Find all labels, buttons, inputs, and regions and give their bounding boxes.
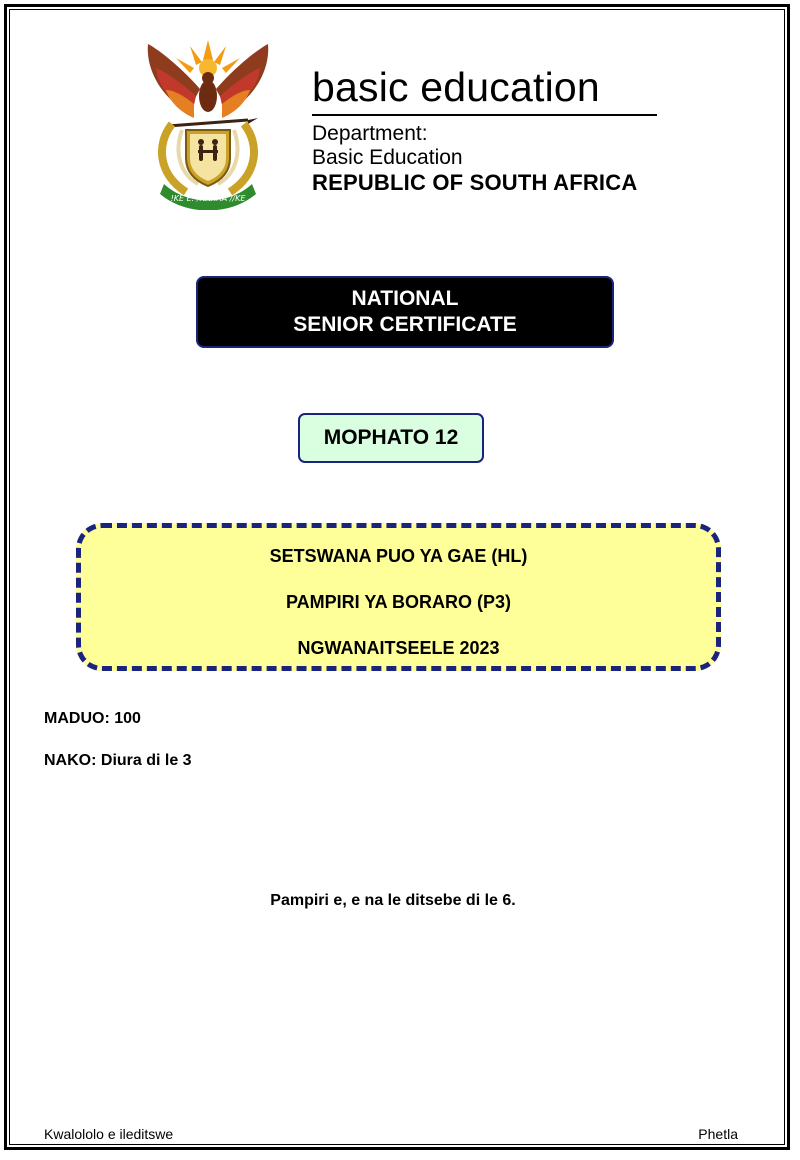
certificate-line-2: SENIOR CERTIFICATE xyxy=(293,313,517,336)
coat-of-arms-logo xyxy=(138,34,278,210)
certificate-banner xyxy=(196,276,614,348)
subject-box xyxy=(76,523,721,671)
department-name: Basic Education xyxy=(312,146,463,169)
footer-turn-over: Phetla xyxy=(698,1126,738,1142)
grade-badge: MOPHATO 12 xyxy=(298,413,484,463)
total-marks: MADUO: 100 xyxy=(44,710,141,727)
exam-session: NGWANAITSEELE 2023 xyxy=(297,638,500,658)
certificate-line-1: NATIONAL xyxy=(351,287,459,310)
brand-title: basic education xyxy=(312,64,657,116)
department-brand xyxy=(312,64,662,196)
page-count-note: Pampiri e, e na le ditsebe di le 6. xyxy=(270,892,516,909)
footer-copyright: Kwalololo e ileditswe xyxy=(44,1126,174,1142)
paper-number: PAMPIRI YA BORARO (P3) xyxy=(285,592,512,612)
subject-name: SETSWANA PUO YA GAE (HL) xyxy=(269,546,528,566)
exam-duration: NAKO: Diura di le 3 xyxy=(44,752,192,769)
department-label: Department: xyxy=(312,122,428,145)
crest-motto: !KE E: /XARRA //KE xyxy=(170,194,246,203)
country-name: REPUBLIC OF SOUTH AFRICA xyxy=(312,170,638,195)
